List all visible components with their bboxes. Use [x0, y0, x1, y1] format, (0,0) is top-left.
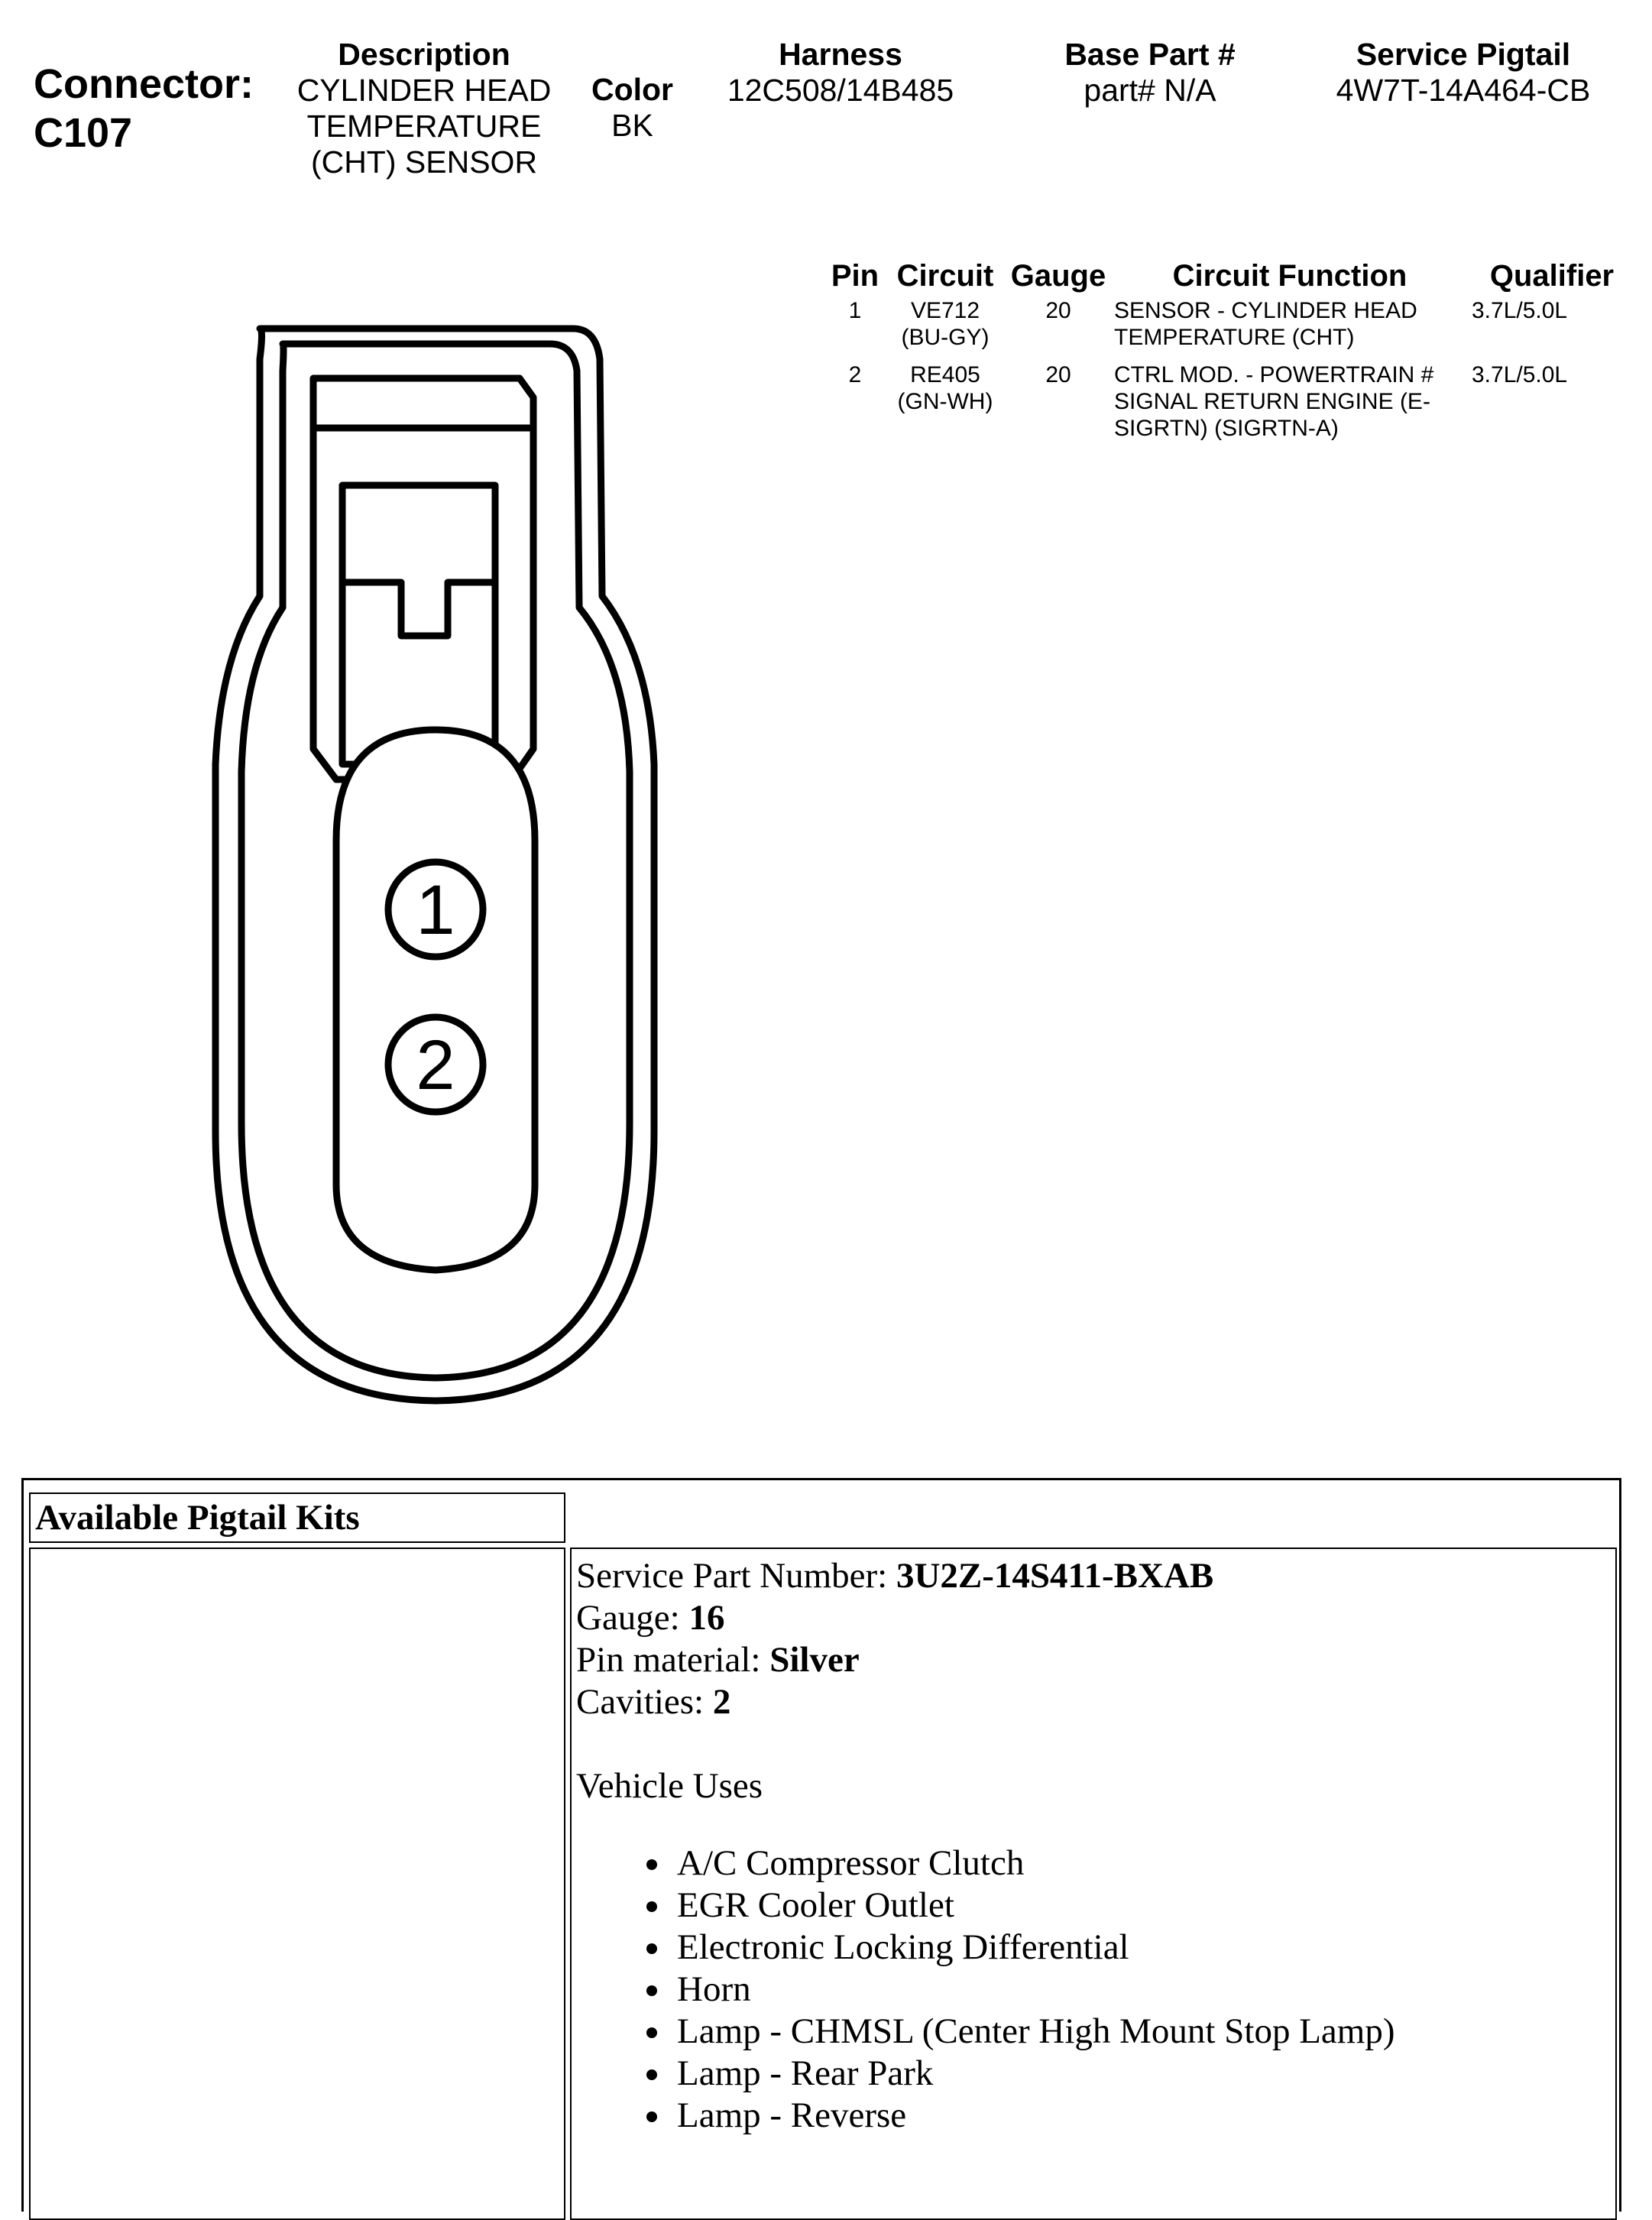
connector-face-diagram [199, 306, 672, 1421]
pin-material-row [576, 1639, 1611, 1681]
pin-number: 1 [848, 298, 862, 323]
vehicle-uses-list [576, 1842, 1611, 2137]
description-column [287, 37, 562, 180]
circuit-cell [885, 297, 1006, 361]
harness-column [703, 37, 978, 109]
table-row [825, 361, 1635, 452]
list-item: • Lamp - Rear Park [672, 2053, 1611, 2095]
function-header: Circuit Function [1172, 259, 1407, 293]
pin-2-label: 2 [416, 1026, 455, 1104]
pigtail-kits-title: Available Pigtail Kits [29, 1492, 565, 1543]
description-line: CYLINDER HEAD [296, 73, 552, 108]
circuit-id: RE405 [910, 362, 980, 387]
harness-label: Harness [779, 37, 902, 72]
cavities-value: 2 [712, 1682, 731, 1722]
pigtail-kit-details [570, 1548, 1617, 2220]
gauge-label: Gauge: [576, 1598, 689, 1638]
qualifier-cell: 3.7L/5.0L [1472, 298, 1568, 323]
function-line: SENSOR - CYLINDER HEAD [1114, 298, 1417, 323]
latch-tab [342, 485, 495, 764]
gauge-header: Gauge [1010, 259, 1106, 293]
pin-table-header-row [825, 260, 1635, 297]
description-line: (CHT) SENSOR [310, 144, 538, 180]
pigtail-kits-image-cell [29, 1548, 565, 2220]
service-part-number-value: 3U2Z-14S411-BXAB [896, 1556, 1214, 1596]
connector-label: Connector: [34, 61, 254, 107]
cavities-label: Cavities: [576, 1682, 713, 1722]
list-item: • Lamp - CHMSL (Center High Mount Stop Lamp) [672, 2011, 1611, 2053]
latch-notch [342, 582, 495, 636]
function-line: SIGNAL RETURN ENGINE (E- [1114, 389, 1430, 414]
wire-color: (BU-GY) [901, 325, 990, 350]
color-value: BK [611, 108, 653, 143]
wire-color: (GN-WH) [897, 389, 993, 414]
function-line: TEMPERATURE (CHT) [1114, 325, 1355, 350]
pin-material-value: Silver [769, 1640, 860, 1680]
harness-value: 12C508/14B485 [727, 73, 954, 108]
pin-material-label: Pin material: [576, 1640, 770, 1680]
base-part-column [1035, 37, 1265, 109]
circuit-header: Circuit [896, 259, 994, 293]
color-label: Color [591, 72, 674, 107]
function-line: SIGRTN) (SIGRTN-A) [1114, 416, 1339, 441]
function-cell [1111, 297, 1469, 361]
connector-title [34, 60, 254, 157]
qualifier-cell: 3.7L/5.0L [1472, 362, 1568, 387]
table-row [825, 297, 1635, 361]
pin-table [825, 260, 1635, 452]
qualifier-header: Qualifier [1489, 259, 1615, 293]
circuit-id: VE712 [910, 298, 980, 323]
pin-number: 2 [848, 362, 862, 387]
list-item: • Electronic Locking Differential [672, 1927, 1611, 1969]
list-item: • Lamp - Reverse [672, 2095, 1611, 2137]
connector-id: C107 [34, 110, 133, 156]
gauge-value: 16 [688, 1598, 725, 1638]
circuit-cell [885, 361, 1006, 452]
description-label: Description [338, 37, 510, 72]
service-pigtail-label: Service Pigtail [1356, 37, 1571, 72]
gauge-row [576, 1597, 1611, 1639]
pin-insert-body [336, 730, 535, 1270]
pin-1-label: 1 [416, 871, 455, 949]
function-line: CTRL MOD. - POWERTRAIN # [1114, 362, 1434, 387]
list-item: • EGR Cooler Outlet [672, 1885, 1611, 1927]
color-column [581, 72, 684, 144]
pin-header: Pin [831, 259, 879, 293]
service-part-number-label: Service Part Number: [576, 1556, 896, 1596]
service-part-number-row [576, 1555, 1611, 1597]
gauge-cell: 20 [1045, 298, 1071, 323]
gauge-cell: 20 [1045, 362, 1071, 387]
service-pigtail-column [1295, 37, 1631, 109]
service-pigtail-value: 4W7T-14A464-CB [1336, 73, 1591, 108]
list-item: • A/C Compressor Clutch [672, 1842, 1611, 1885]
list-item: • Horn [672, 1969, 1611, 2011]
description-line: TEMPERATURE [306, 109, 542, 144]
vehicle-uses-title: Vehicle Uses [576, 1766, 763, 1806]
base-part-value: part# N/A [1084, 73, 1216, 108]
function-cell [1111, 361, 1469, 452]
cavities-row [576, 1681, 1611, 1723]
base-part-label: Base Part # [1064, 37, 1236, 72]
